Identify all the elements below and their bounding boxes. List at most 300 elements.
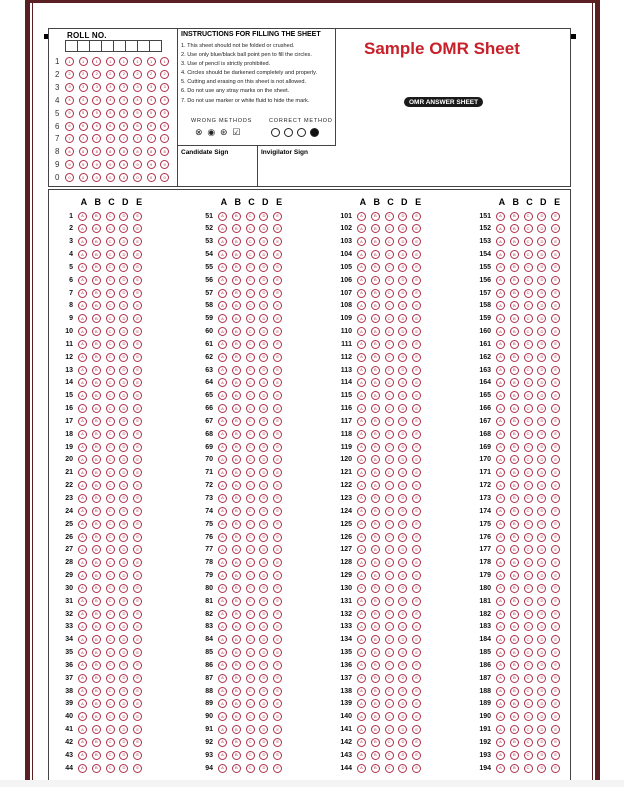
answer-bubble[interactable]: A	[218, 764, 227, 773]
answer-bubble[interactable]: B	[510, 417, 519, 426]
answer-bubble[interactable]: D	[259, 391, 268, 400]
answer-bubble[interactable]: D	[119, 250, 128, 259]
answer-bubble[interactable]: B	[510, 494, 519, 503]
answer-bubble[interactable]: D	[537, 430, 546, 439]
answer-bubble[interactable]: E	[133, 610, 142, 619]
roll-digit-bubble[interactable]: 1	[133, 57, 142, 66]
roll-digit-bubble[interactable]: 7	[79, 134, 88, 143]
answer-bubble[interactable]: C	[385, 571, 394, 580]
answer-bubble[interactable]: E	[551, 430, 560, 439]
answer-bubble[interactable]: C	[385, 250, 394, 259]
answer-bubble[interactable]: A	[78, 455, 87, 464]
answer-bubble[interactable]: C	[524, 481, 533, 490]
answer-bubble[interactable]: D	[259, 353, 268, 362]
answer-bubble[interactable]: D	[259, 468, 268, 477]
answer-bubble[interactable]: B	[92, 725, 101, 734]
answer-bubble[interactable]: E	[133, 597, 142, 606]
answer-bubble[interactable]: D	[537, 687, 546, 696]
answer-bubble[interactable]: B	[92, 455, 101, 464]
answer-bubble[interactable]: D	[398, 327, 407, 336]
answer-bubble[interactable]: B	[92, 764, 101, 773]
answer-bubble[interactable]: C	[246, 507, 255, 516]
answer-bubble[interactable]: B	[371, 404, 380, 413]
answer-bubble[interactable]: A	[78, 378, 87, 387]
answer-bubble[interactable]: D	[259, 597, 268, 606]
answer-bubble[interactable]: A	[218, 661, 227, 670]
answer-bubble[interactable]: A	[78, 340, 87, 349]
answer-bubble[interactable]: D	[259, 289, 268, 298]
answer-bubble[interactable]: D	[537, 417, 546, 426]
answer-bubble[interactable]: B	[92, 687, 101, 696]
answer-bubble[interactable]: D	[398, 520, 407, 529]
answer-bubble[interactable]: E	[412, 635, 421, 644]
roll-digit-bubble[interactable]: 6	[160, 122, 169, 131]
answer-bubble[interactable]: B	[371, 661, 380, 670]
roll-digit-bubble[interactable]: 8	[106, 147, 115, 156]
answer-bubble[interactable]: D	[259, 250, 268, 259]
answer-bubble[interactable]: C	[106, 455, 115, 464]
answer-bubble[interactable]: A	[357, 738, 366, 747]
answer-bubble[interactable]: E	[551, 494, 560, 503]
answer-bubble[interactable]: A	[496, 751, 505, 760]
answer-bubble[interactable]: C	[106, 584, 115, 593]
answer-bubble[interactable]: B	[232, 250, 241, 259]
answer-bubble[interactable]: D	[537, 404, 546, 413]
answer-bubble[interactable]: A	[218, 276, 227, 285]
answer-bubble[interactable]: C	[524, 520, 533, 529]
answer-bubble[interactable]: B	[510, 430, 519, 439]
answer-bubble[interactable]: C	[385, 738, 394, 747]
roll-digit-bubble[interactable]: 0	[133, 173, 142, 182]
answer-bubble[interactable]: D	[398, 738, 407, 747]
answer-bubble[interactable]: B	[232, 699, 241, 708]
answer-bubble[interactable]: E	[551, 263, 560, 272]
answer-bubble[interactable]: E	[273, 263, 282, 272]
answer-bubble[interactable]: D	[537, 558, 546, 567]
answer-bubble[interactable]: E	[551, 455, 560, 464]
answer-bubble[interactable]: A	[78, 674, 87, 683]
answer-bubble[interactable]: E	[133, 224, 142, 233]
answer-bubble[interactable]: A	[357, 340, 366, 349]
answer-bubble[interactable]: E	[412, 661, 421, 670]
answer-bubble[interactable]: E	[133, 455, 142, 464]
answer-bubble[interactable]: A	[496, 699, 505, 708]
answer-bubble[interactable]: B	[92, 378, 101, 387]
answer-bubble[interactable]: C	[246, 378, 255, 387]
answer-bubble[interactable]: D	[537, 289, 546, 298]
answer-bubble[interactable]: A	[78, 610, 87, 619]
answer-bubble[interactable]: B	[232, 712, 241, 721]
answer-bubble[interactable]: C	[106, 494, 115, 503]
answer-bubble[interactable]: D	[398, 404, 407, 413]
answer-bubble[interactable]: C	[385, 622, 394, 631]
answer-bubble[interactable]: E	[273, 520, 282, 529]
answer-bubble[interactable]: D	[119, 725, 128, 734]
answer-bubble[interactable]: C	[106, 224, 115, 233]
answer-bubble[interactable]: B	[232, 648, 241, 657]
roll-digit-bubble[interactable]: 3	[147, 83, 156, 92]
answer-bubble[interactable]: D	[398, 661, 407, 670]
answer-bubble[interactable]: A	[218, 443, 227, 452]
answer-bubble[interactable]: D	[398, 635, 407, 644]
answer-bubble[interactable]: A	[496, 224, 505, 233]
answer-bubble[interactable]: E	[551, 289, 560, 298]
answer-bubble[interactable]: B	[232, 263, 241, 272]
answer-bubble[interactable]: E	[551, 378, 560, 387]
answer-bubble[interactable]: C	[385, 597, 394, 606]
answer-bubble[interactable]: E	[412, 443, 421, 452]
answer-bubble[interactable]: C	[385, 237, 394, 246]
roll-digit-bubble[interactable]: 5	[79, 109, 88, 118]
answer-bubble[interactable]: C	[246, 738, 255, 747]
roll-digit-bubble[interactable]: 4	[65, 96, 74, 105]
answer-bubble[interactable]: C	[246, 661, 255, 670]
answer-bubble[interactable]: C	[524, 712, 533, 721]
answer-bubble[interactable]: B	[510, 224, 519, 233]
answer-bubble[interactable]: E	[551, 751, 560, 760]
answer-bubble[interactable]: E	[412, 648, 421, 657]
answer-bubble[interactable]: A	[357, 635, 366, 644]
answer-bubble[interactable]: E	[273, 699, 282, 708]
answer-bubble[interactable]: C	[106, 212, 115, 221]
answer-bubble[interactable]: A	[218, 687, 227, 696]
answer-bubble[interactable]: E	[551, 353, 560, 362]
answer-bubble[interactable]: C	[106, 289, 115, 298]
answer-bubble[interactable]: A	[496, 391, 505, 400]
roll-digit-bubble[interactable]: 0	[65, 173, 74, 182]
answer-bubble[interactable]: A	[496, 250, 505, 259]
answer-bubble[interactable]: A	[78, 699, 87, 708]
answer-bubble[interactable]: D	[537, 212, 546, 221]
answer-bubble[interactable]: D	[398, 687, 407, 696]
answer-bubble[interactable]: D	[259, 212, 268, 221]
answer-bubble[interactable]: C	[106, 353, 115, 362]
answer-bubble[interactable]: B	[232, 378, 241, 387]
answer-bubble[interactable]: A	[218, 712, 227, 721]
answer-bubble[interactable]: C	[246, 571, 255, 580]
answer-bubble[interactable]: C	[106, 751, 115, 760]
answer-bubble[interactable]: E	[273, 340, 282, 349]
answer-bubble[interactable]: B	[92, 635, 101, 644]
answer-bubble[interactable]: E	[133, 648, 142, 657]
answer-bubble[interactable]: E	[273, 378, 282, 387]
answer-bubble[interactable]: E	[551, 533, 560, 542]
answer-bubble[interactable]: E	[273, 648, 282, 657]
answer-bubble[interactable]: E	[551, 224, 560, 233]
answer-bubble[interactable]: E	[412, 520, 421, 529]
answer-bubble[interactable]: D	[119, 661, 128, 670]
answer-bubble[interactable]: D	[537, 533, 546, 542]
answer-bubble[interactable]: A	[496, 597, 505, 606]
answer-bubble[interactable]: A	[496, 545, 505, 554]
answer-bubble[interactable]: A	[496, 494, 505, 503]
answer-bubble[interactable]: E	[133, 622, 142, 631]
answer-bubble[interactable]: D	[537, 327, 546, 336]
answer-bubble[interactable]: A	[357, 237, 366, 246]
answer-bubble[interactable]: A	[218, 545, 227, 554]
answer-bubble[interactable]: C	[106, 533, 115, 542]
answer-bubble[interactable]: E	[273, 584, 282, 593]
answer-bubble[interactable]: A	[496, 314, 505, 323]
answer-bubble[interactable]: A	[357, 224, 366, 233]
answer-bubble[interactable]: A	[357, 648, 366, 657]
answer-bubble[interactable]: C	[385, 507, 394, 516]
roll-digit-bubble[interactable]: 6	[79, 122, 88, 131]
answer-bubble[interactable]: C	[106, 417, 115, 426]
answer-bubble[interactable]: C	[246, 443, 255, 452]
answer-bubble[interactable]: D	[259, 366, 268, 375]
answer-bubble[interactable]: B	[232, 237, 241, 246]
answer-bubble[interactable]: A	[218, 327, 227, 336]
answer-bubble[interactable]: A	[218, 674, 227, 683]
answer-bubble[interactable]: E	[551, 507, 560, 516]
answer-bubble[interactable]: A	[218, 468, 227, 477]
answer-bubble[interactable]: E	[273, 494, 282, 503]
answer-bubble[interactable]: E	[133, 250, 142, 259]
roll-digit-bubble[interactable]: 3	[65, 83, 74, 92]
answer-bubble[interactable]: B	[371, 417, 380, 426]
answer-bubble[interactable]: C	[106, 687, 115, 696]
answer-bubble[interactable]: E	[273, 571, 282, 580]
answer-bubble[interactable]: B	[510, 571, 519, 580]
answer-bubble[interactable]: E	[551, 584, 560, 593]
answer-bubble[interactable]: E	[133, 417, 142, 426]
answer-bubble[interactable]: A	[496, 378, 505, 387]
answer-bubble[interactable]: C	[246, 340, 255, 349]
answer-bubble[interactable]: D	[259, 764, 268, 773]
answer-bubble[interactable]: B	[232, 404, 241, 413]
answer-bubble[interactable]: E	[273, 687, 282, 696]
answer-bubble[interactable]: E	[412, 263, 421, 272]
answer-bubble[interactable]: A	[218, 494, 227, 503]
roll-digit-bubble[interactable]: 4	[160, 96, 169, 105]
answer-bubble[interactable]: B	[92, 417, 101, 426]
answer-bubble[interactable]: A	[496, 725, 505, 734]
answer-bubble[interactable]: B	[371, 610, 380, 619]
answer-bubble[interactable]: D	[398, 263, 407, 272]
answer-bubble[interactable]: C	[246, 404, 255, 413]
answer-bubble[interactable]: C	[246, 263, 255, 272]
answer-bubble[interactable]: A	[496, 276, 505, 285]
roll-digit-bubble[interactable]: 8	[79, 147, 88, 156]
answer-bubble[interactable]: D	[398, 378, 407, 387]
answer-bubble[interactable]: D	[119, 558, 128, 567]
answer-bubble[interactable]: A	[78, 404, 87, 413]
answer-bubble[interactable]: E	[273, 610, 282, 619]
answer-bubble[interactable]: A	[218, 481, 227, 490]
answer-bubble[interactable]: B	[371, 391, 380, 400]
answer-bubble[interactable]: E	[273, 417, 282, 426]
answer-bubble[interactable]: B	[371, 481, 380, 490]
answer-bubble[interactable]: C	[246, 430, 255, 439]
answer-bubble[interactable]: B	[510, 725, 519, 734]
answer-bubble[interactable]: D	[398, 507, 407, 516]
answer-bubble[interactable]: E	[133, 353, 142, 362]
answer-bubble[interactable]: B	[92, 468, 101, 477]
answer-bubble[interactable]: B	[232, 507, 241, 516]
answer-bubble[interactable]: D	[259, 507, 268, 516]
answer-bubble[interactable]: E	[133, 635, 142, 644]
answer-bubble[interactable]: D	[398, 533, 407, 542]
answer-bubble[interactable]: D	[398, 481, 407, 490]
answer-bubble[interactable]: D	[398, 610, 407, 619]
answer-bubble[interactable]: D	[398, 443, 407, 452]
answer-bubble[interactable]: E	[412, 584, 421, 593]
answer-bubble[interactable]: B	[92, 340, 101, 349]
answer-bubble[interactable]: E	[133, 507, 142, 516]
answer-bubble[interactable]: A	[218, 455, 227, 464]
answer-bubble[interactable]: D	[259, 738, 268, 747]
roll-digit-bubble[interactable]: 9	[92, 160, 101, 169]
answer-bubble[interactable]: E	[273, 353, 282, 362]
answer-bubble[interactable]: D	[398, 584, 407, 593]
answer-bubble[interactable]: A	[357, 558, 366, 567]
answer-bubble[interactable]: A	[218, 224, 227, 233]
answer-bubble[interactable]: E	[412, 366, 421, 375]
answer-bubble[interactable]: E	[133, 340, 142, 349]
answer-bubble[interactable]: E	[133, 289, 142, 298]
answer-bubble[interactable]: A	[218, 430, 227, 439]
answer-bubble[interactable]: D	[398, 301, 407, 310]
answer-bubble[interactable]: D	[398, 366, 407, 375]
answer-bubble[interactable]: E	[133, 301, 142, 310]
answer-bubble[interactable]: C	[385, 327, 394, 336]
answer-bubble[interactable]: C	[106, 507, 115, 516]
roll-digit-bubble[interactable]: 2	[160, 70, 169, 79]
answer-bubble[interactable]: A	[357, 212, 366, 221]
answer-bubble[interactable]: E	[133, 263, 142, 272]
answer-bubble[interactable]: D	[537, 391, 546, 400]
answer-bubble[interactable]: C	[524, 751, 533, 760]
roll-digit-bubble[interactable]: 0	[79, 173, 88, 182]
answer-bubble[interactable]: C	[524, 314, 533, 323]
answer-bubble[interactable]: A	[218, 301, 227, 310]
answer-bubble[interactable]: C	[106, 661, 115, 670]
roll-digit-bubble[interactable]: 0	[119, 173, 128, 182]
answer-bubble[interactable]: D	[259, 725, 268, 734]
answer-bubble[interactable]: B	[510, 314, 519, 323]
answer-bubble[interactable]: A	[496, 353, 505, 362]
answer-bubble[interactable]: D	[119, 751, 128, 760]
answer-bubble[interactable]: A	[496, 674, 505, 683]
answer-bubble[interactable]: D	[119, 584, 128, 593]
answer-bubble[interactable]: A	[78, 687, 87, 696]
answer-bubble[interactable]: B	[232, 417, 241, 426]
answer-bubble[interactable]: B	[232, 494, 241, 503]
answer-bubble[interactable]: A	[357, 751, 366, 760]
answer-bubble[interactable]: E	[133, 378, 142, 387]
answer-bubble[interactable]: E	[551, 443, 560, 452]
answer-bubble[interactable]: A	[496, 468, 505, 477]
answer-bubble[interactable]: C	[106, 340, 115, 349]
answer-bubble[interactable]: A	[496, 738, 505, 747]
answer-bubble[interactable]: C	[385, 712, 394, 721]
roll-digit-bubble[interactable]: 7	[133, 134, 142, 143]
answer-bubble[interactable]: D	[398, 725, 407, 734]
answer-bubble[interactable]: E	[551, 212, 560, 221]
roll-digit-bubble[interactable]: 4	[133, 96, 142, 105]
answer-bubble[interactable]: D	[119, 571, 128, 580]
answer-bubble[interactable]: D	[259, 443, 268, 452]
answer-bubble[interactable]: C	[524, 571, 533, 580]
answer-bubble[interactable]: A	[78, 391, 87, 400]
answer-bubble[interactable]: C	[524, 738, 533, 747]
invigilator-sign-field[interactable]	[258, 146, 336, 187]
answer-bubble[interactable]: E	[412, 417, 421, 426]
answer-bubble[interactable]: D	[259, 237, 268, 246]
answer-bubble[interactable]: D	[398, 314, 407, 323]
answer-bubble[interactable]: C	[385, 764, 394, 773]
answer-bubble[interactable]: B	[232, 674, 241, 683]
answer-bubble[interactable]: B	[232, 314, 241, 323]
answer-bubble[interactable]: B	[371, 455, 380, 464]
answer-bubble[interactable]: D	[259, 494, 268, 503]
answer-bubble[interactable]: B	[510, 353, 519, 362]
answer-bubble[interactable]: B	[92, 738, 101, 747]
answer-bubble[interactable]: B	[92, 507, 101, 516]
answer-bubble[interactable]: B	[92, 610, 101, 619]
answer-bubble[interactable]: C	[524, 289, 533, 298]
answer-bubble[interactable]: C	[385, 635, 394, 644]
answer-bubble[interactable]: B	[510, 289, 519, 298]
roll-digit-bubble[interactable]: 8	[133, 147, 142, 156]
answer-bubble[interactable]: B	[92, 366, 101, 375]
answer-bubble[interactable]: C	[524, 558, 533, 567]
answer-bubble[interactable]: B	[371, 584, 380, 593]
answer-bubble[interactable]: B	[232, 366, 241, 375]
answer-bubble[interactable]: B	[510, 366, 519, 375]
answer-bubble[interactable]: D	[259, 455, 268, 464]
answer-bubble[interactable]: D	[259, 712, 268, 721]
roll-digit-bubble[interactable]: 7	[147, 134, 156, 143]
roll-digit-bubble[interactable]: 6	[65, 122, 74, 131]
answer-bubble[interactable]: C	[246, 494, 255, 503]
answer-bubble[interactable]: E	[133, 494, 142, 503]
answer-bubble[interactable]: B	[371, 378, 380, 387]
answer-bubble[interactable]: A	[496, 571, 505, 580]
answer-bubble[interactable]: C	[524, 263, 533, 272]
answer-bubble[interactable]: C	[106, 481, 115, 490]
answer-bubble[interactable]: A	[496, 584, 505, 593]
answer-bubble[interactable]: C	[106, 237, 115, 246]
answer-bubble[interactable]: D	[398, 237, 407, 246]
answer-bubble[interactable]: B	[371, 648, 380, 657]
answer-bubble[interactable]: C	[385, 661, 394, 670]
roll-digit-bubble[interactable]: 9	[160, 160, 169, 169]
roll-digit-bubble[interactable]: 5	[160, 109, 169, 118]
answer-bubble[interactable]: B	[371, 751, 380, 760]
answer-bubble[interactable]: A	[78, 520, 87, 529]
answer-bubble[interactable]: A	[218, 533, 227, 542]
answer-bubble[interactable]: A	[218, 597, 227, 606]
answer-bubble[interactable]: D	[119, 327, 128, 336]
answer-bubble[interactable]: A	[78, 212, 87, 221]
answer-bubble[interactable]: B	[232, 738, 241, 747]
answer-bubble[interactable]: B	[371, 687, 380, 696]
answer-bubble[interactable]: C	[385, 751, 394, 760]
answer-bubble[interactable]: A	[78, 545, 87, 554]
roll-digit-bubble[interactable]: 1	[92, 57, 101, 66]
roll-digit-bubble[interactable]: 9	[79, 160, 88, 169]
answer-bubble[interactable]: A	[78, 571, 87, 580]
answer-bubble[interactable]: B	[510, 674, 519, 683]
answer-bubble[interactable]: E	[551, 764, 560, 773]
answer-bubble[interactable]: C	[246, 212, 255, 221]
answer-bubble[interactable]: B	[510, 507, 519, 516]
answer-bubble[interactable]: C	[246, 391, 255, 400]
answer-bubble[interactable]: B	[92, 494, 101, 503]
roll-digit-bubble[interactable]: 9	[106, 160, 115, 169]
